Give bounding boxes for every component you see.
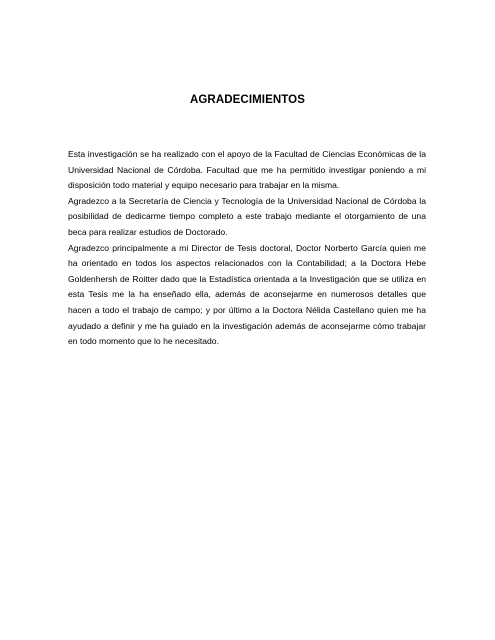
acknowledgements-body [68,147,426,350]
paragraph-faculty-support: Esta investigación se ha realizado con el apoyo de la Facultad de Ciencias Económicas de la Universidad Nacional de Córdoba. Facultad que me ha permitido investigar poniendo a mi disposición todo material y equipo necesario para trabajar en la misma. [68,149,426,191]
paragraph-secretariat-scholarship: Agradezco a la Secretaría de Ciencia y Tecnología de la Universidad Nacional de Córdoba la posibilidad de dedicarme tiempo completo a este trabajo mediante el otorgamiento de una beca para realizar estudios de Doctorado. [68,195,426,237]
paragraph-directors-thanks: Agradezco principalmente a mi Director de Tesis doctoral, Doctor Norberto García quien me ha orientado en todos los aspectos relacionados con la Contabilidad; a la Doctora Hebe Goldenhersh de Roitter dado que la Estadística orientada a la Investigación que se utiliza en esta Tesis me la ha enseñado ella, además de aconsejarme en numerosos detalles que hacen a todo el trabajo de campo; y por último a la Doctora Nélida Castellano quien me ha ayudado a definir y me ha guiado en la investigación además de aconsejarme cómo trabajar en todo momento que lo he necesitado. [68,242,426,347]
page-title: AGRADECIMIENTOS [189,94,306,106]
